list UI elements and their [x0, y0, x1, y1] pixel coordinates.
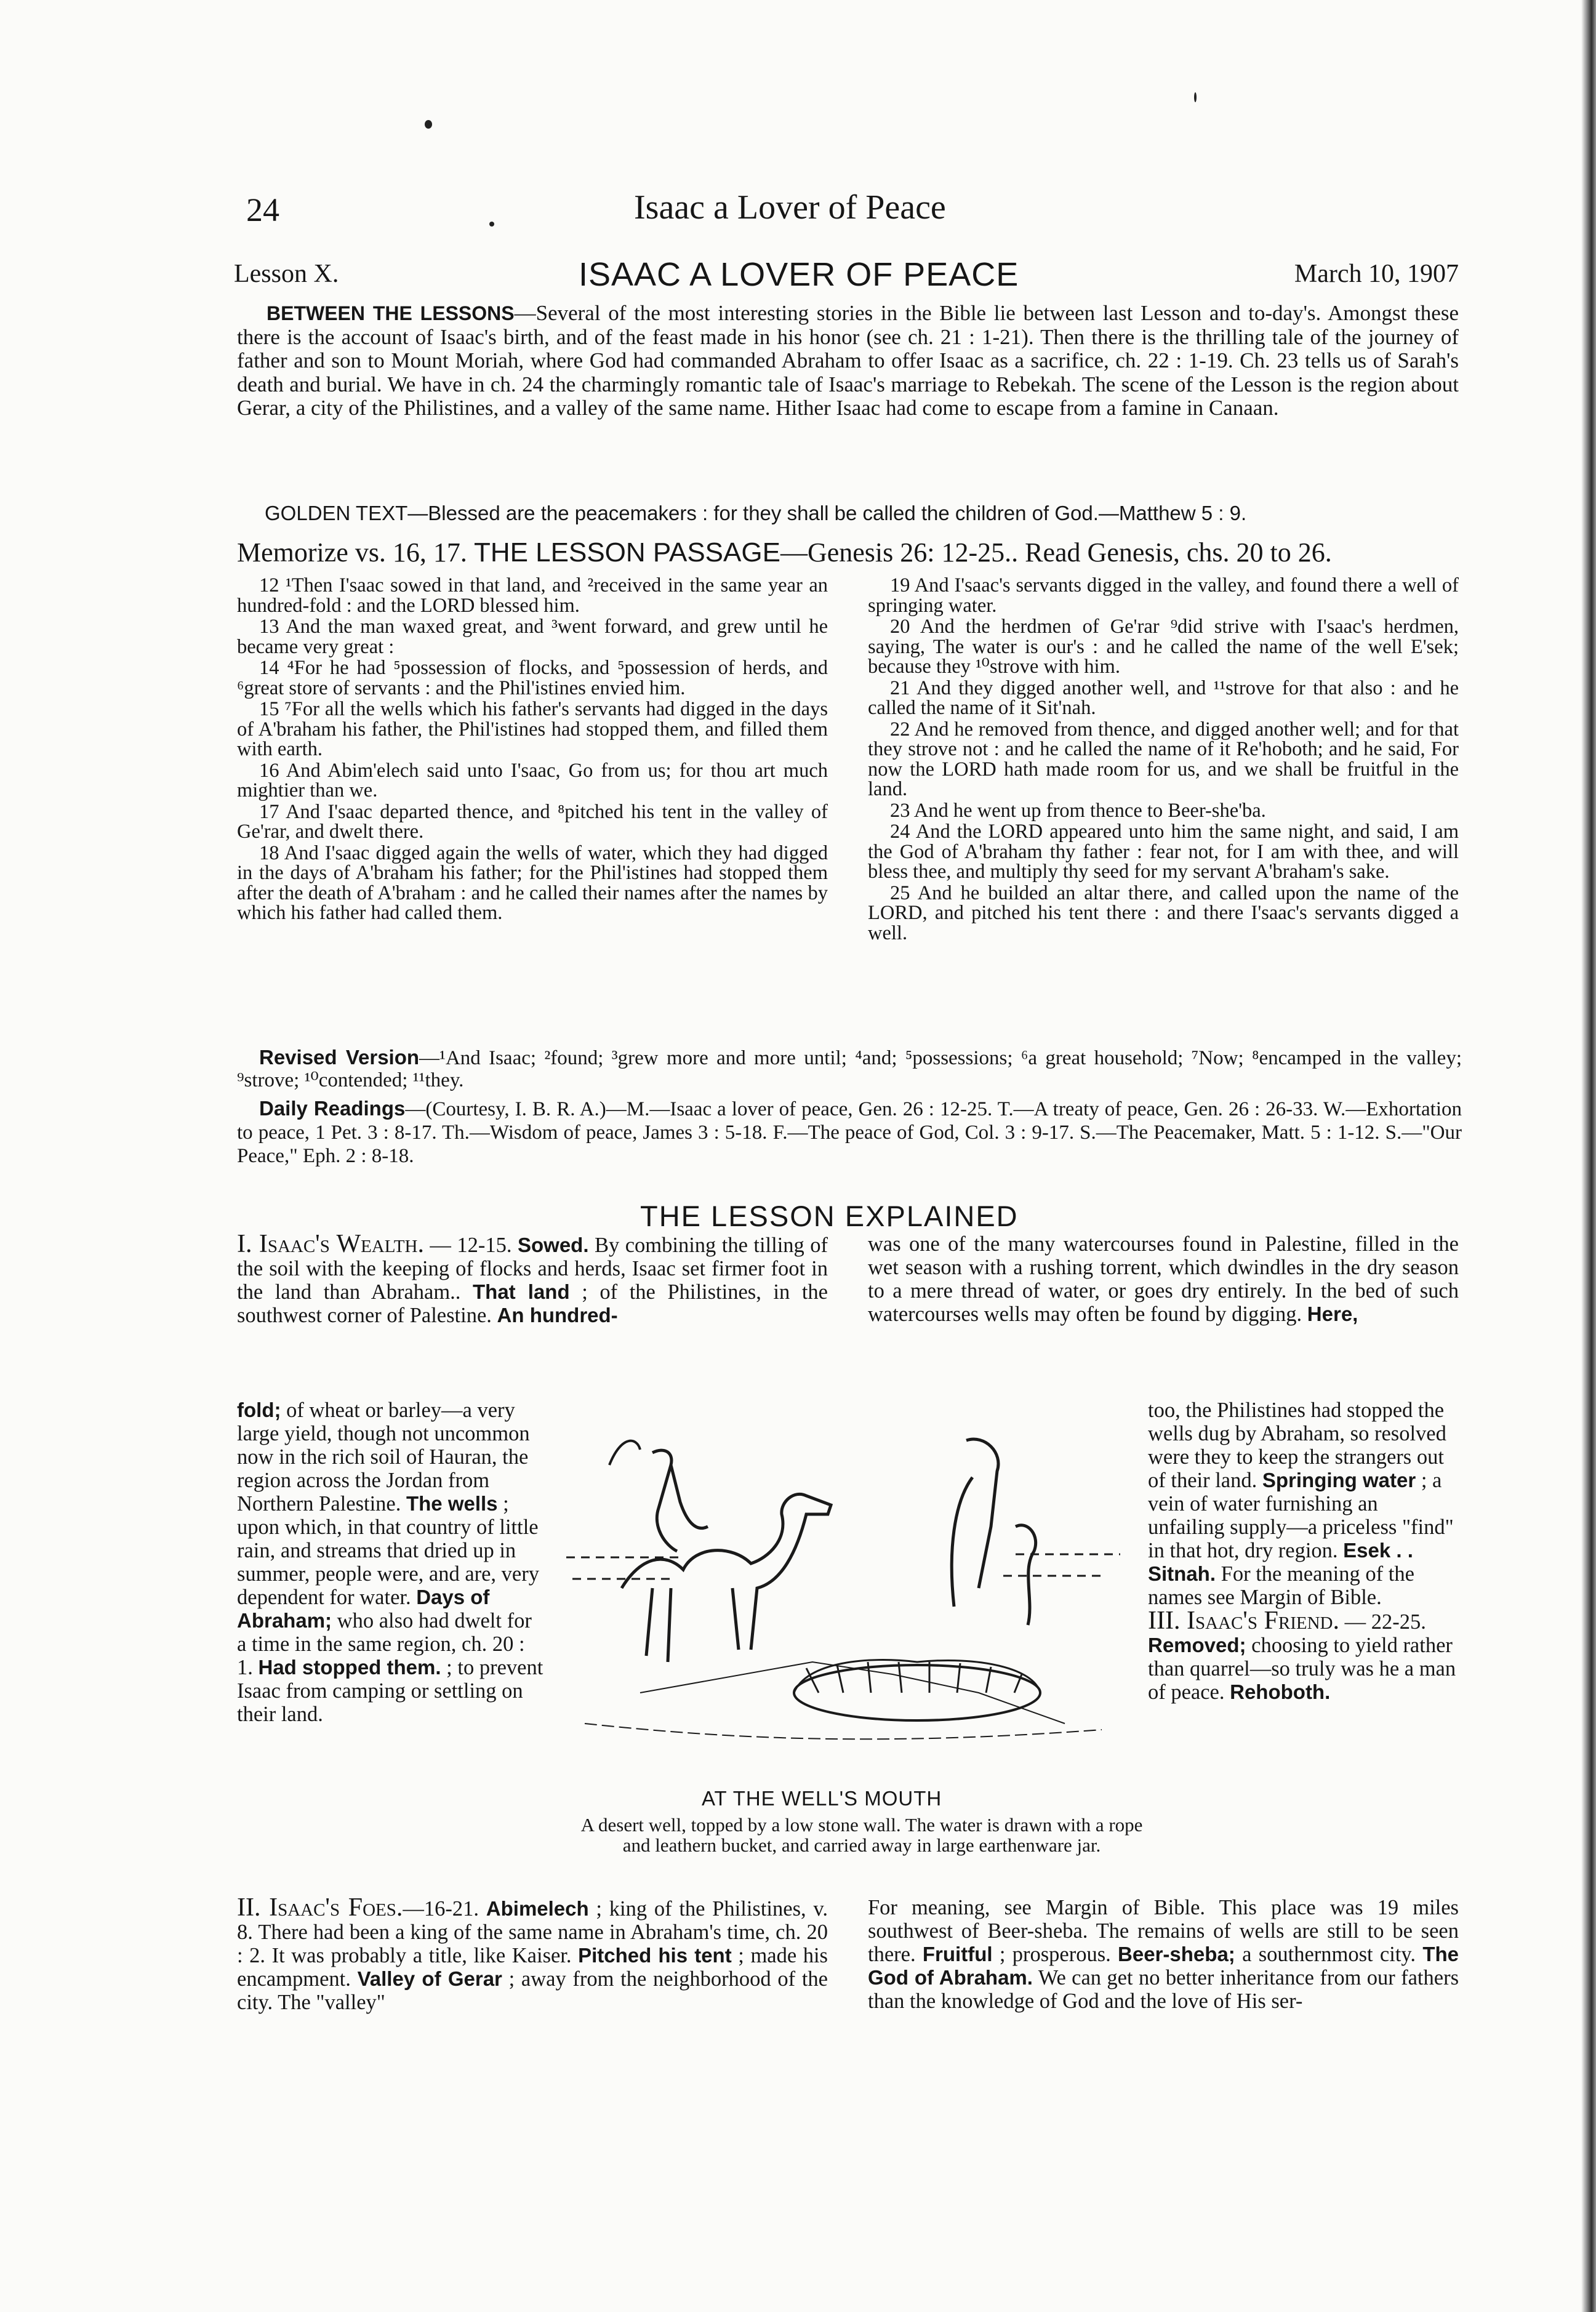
section-ref: — 22-25.	[1339, 1610, 1426, 1634]
revised-text: —¹And Isaac; ²found; ³grew more and more until; ⁴and; ⁵possessions; ⁶a great household; ⁷Now; ⁸encamped in the valley; ⁹strove; ¹⁰contended; ¹¹they.	[237, 1047, 1462, 1091]
keyword: The God of Abraham.	[868, 1943, 1459, 1989]
daily-label: Daily Readings	[259, 1097, 406, 1120]
between-label: BETWEEN THE LESSONS	[267, 302, 515, 324]
body-text: who also had dwelt for a time in the same region, ch. 20 : 1.	[237, 1609, 532, 1679]
section-title: III. Isaac's Friend.	[1148, 1607, 1339, 1635]
running-title: Isaac a Lover of Peace	[634, 188, 946, 227]
keyword: Valley of Gerar	[357, 1967, 502, 1990]
body-text: choosing to yield rather than quarrel—so truly was he a man of peace.	[1148, 1634, 1456, 1704]
section-ref: —16-21.	[403, 1897, 486, 1921]
verse: 13 And the man waxed great, and ³went forward, and grew until he became very great :	[237, 616, 828, 658]
memorize-verses: Memorize vs. 16, 17.	[237, 537, 467, 568]
keyword: Fruitful	[922, 1943, 993, 1965]
section-heading: THE LESSON EXPLAINED	[640, 1200, 1019, 1232]
keyword: Sowed.	[517, 1234, 589, 1256]
explained-section-1-top	[237, 1232, 828, 1327]
body-text: a southernmost city.	[1235, 1943, 1423, 1966]
body-text: ; a vein of water furnishing an unfailing supply—a priceless "find" in that hot, dry region.	[1148, 1469, 1454, 1562]
body-text: By combining the tilling of the soil with the keeping of flocks and herds, Isaac set firmer foot in the land than Abraham..	[237, 1234, 828, 1304]
verse: 16 And Abim'elech said unto I'saac, Go from us; for thou art much mightier than we.	[237, 759, 828, 801]
keyword: Esek . . Sitnah.	[1148, 1539, 1413, 1585]
body-text: of wheat or barley—a very large yield, though not uncommon now in the rich soil of Hauran, the region across the Jordan from Northern Palestine.	[237, 1399, 530, 1515]
explained-section-3-continued	[868, 1896, 1459, 2013]
body-text: ; made his encampment.	[237, 1944, 828, 1991]
explained-left-narrow	[237, 1399, 545, 1726]
memorize-line: Memorize vs. 16, 17. THE LESSON PASSAGE—Genesis 26: 12-25.. Read Genesis, chs. 20 to 26.	[237, 537, 1332, 568]
body-text: ; upon which, in that country of little rain, and streams that dried up in summer, people were, and are, very dependent for water.	[237, 1492, 539, 1609]
scan-speck	[489, 222, 494, 227]
lesson-passage-label: THE LESSON PASSAGE	[473, 537, 780, 568]
body-text: too, the Philistines had stopped the wells dug by Abraham, so resolved were they to keep the strangers out of their land.	[1148, 1399, 1446, 1492]
section-title: II. Isaac's Foes.	[237, 1893, 403, 1922]
verse: 12 ¹Then I'saac sowed in that land, and ²received in the same year an hundred-fold : and the LORD blessed him.	[237, 574, 828, 617]
keyword: Rehoboth.	[1230, 1680, 1331, 1703]
page-number: 24	[246, 191, 279, 228]
scripture-column-left	[237, 576, 828, 925]
scripture-column-right	[868, 576, 1459, 944]
keyword: fold;	[237, 1399, 281, 1421]
figure-caption: A desert well, topped by a low stone wall. The water is drawn with a rope and leathern bucket, and carried away in large earthenware jar.	[580, 1814, 1143, 1856]
golden-text: GOLDEN TEXT—Blessed are the peacemakers : for they shall be called the children of God.—Matthew 5 : 9.	[265, 502, 1247, 524]
verse: 22 And he removed from thence, and digged another well; and for that they strove not : and he called the name of it Re'hoboth; and he said, For now the LORD hath made room for us, and we shall be fruitful in the land.	[868, 718, 1459, 800]
body-text: ; away from the neighborhood of the city. The "valley"	[237, 1967, 828, 2014]
keyword: Pitched his tent	[578, 1944, 732, 1967]
keyword: Here,	[1307, 1303, 1358, 1325]
body-text: ; of the Philistines, in the southwest corner of Palestine.	[237, 1280, 828, 1327]
keyword: Abimelech	[486, 1897, 589, 1920]
between-text: —Several of the most interesting stories in the Bible lie between last Lesson and to-day's. Amongst these there is the account of Isaac's birth, and of the feast made in his honor (see ch. 21 : 1-21). Then there is the thrilling tale of the journey of father and son to Mount Moriah, where God had commanded Abraham to offer Isaac as a sacrifice, ch. 22 : 1-19. Ch. 23 tells us of Sarah's death and burial. We have in ch. 24 the charmingly romantic tale of Isaac's marriage to Rebekah. The scene of the Lesson is the region about Gerar, a city of the Philistines, and a valley of the same name. Hither Isaac had come to escape from a famine in Canaan.	[237, 301, 1459, 420]
verse: 18 And I'saac digged again the wells of water, which they had digged in the days of A'braham his father; for the Phil'istines had stopped them after the death of A'braham : and he called their names after the names by which his father had called them.	[237, 841, 828, 924]
section-ref: — 12-15.	[423, 1234, 518, 1257]
scan-speck	[1194, 92, 1197, 102]
verse: 24 And the LORD appeared unto him the same night, and said, I am the God of A'braham thy father : fear not, for I am with thee, and will bless thee, and multiply thy seed for my servant A'braham's sake.	[868, 821, 1459, 883]
body-text: For meaning, see Margin of Bible. This place was 19 miles southwest of Beer-sheba. The remains of wells are still to be seen there.	[868, 1896, 1459, 1966]
keyword: Beer-sheba;	[1118, 1943, 1235, 1965]
verse: 17 And I'saac departed thence, and ⁸pitched his tent in the valley of Ge'rar, and dwelt there.	[237, 800, 828, 843]
verse: 15 ⁷For all the wells which his father's servants had digged in the days of A'braham his father, the Phil'istines had stopped them, and filled them with earth.	[237, 698, 828, 760]
daily-readings	[237, 1097, 1462, 1168]
explained-right-narrow	[1148, 1399, 1459, 1704]
between-the-lessons	[237, 302, 1459, 420]
keyword: Had stopped them.	[258, 1656, 441, 1679]
figure-title: AT THE WELL'S MOUTH	[702, 1787, 942, 1810]
read-chapters: Read Genesis, chs. 20 to 26.	[1025, 537, 1332, 568]
body-text: ; to prevent Isaac from camping or settling on their land.	[237, 1656, 543, 1726]
scan-border	[1581, 0, 1596, 2312]
keyword: Removed;	[1148, 1634, 1246, 1656]
section-title: I. Isaac's Wealth.	[237, 1230, 424, 1258]
verse: 21 And they digged another well, and ¹¹strove for that also : and he called the name of it Sit'nah.	[868, 676, 1459, 719]
body-text: ; prosperous.	[992, 1943, 1118, 1966]
scan-speck	[425, 120, 432, 129]
well-illustration	[548, 1403, 1139, 1785]
revised-label: Revised Version	[259, 1046, 420, 1069]
revised-version	[237, 1046, 1462, 1091]
lesson-date: March 10, 1907	[1294, 260, 1459, 288]
lesson-number: Lesson X.	[234, 260, 339, 288]
body-text: was one of the many watercourses found in Palestine, filled in the wet season with a rushing torrent, which dwindles in the dry season to a mere thread of water, or goes dry entirely. In the bed of such watercourses wells may often be found by digging.	[868, 1232, 1459, 1326]
body-text: ; king of the Philistines, v. 8. There had been a king of the same name in Abraham's time, ch. 20 : 2. It was probably a title, like Kaiser.	[237, 1897, 828, 1967]
lesson-title: ISAAC A LOVER OF PEACE	[579, 256, 1019, 293]
lesson-passage-ref: —Genesis 26: 12-25.	[780, 537, 1012, 568]
verse: 25 And he builded an altar there, and called upon the name of the LORD, and pitched his tent there : and there I'saac's servants digged a well.	[868, 881, 1459, 944]
verse: 20 And the herdmen of Ge'rar ⁹did strive with I'saac's herdmen, saying, The water is our's : and he called the name of the well E'sek; because they ¹⁰strove with him.	[868, 616, 1459, 678]
keyword: Days of Abraham;	[237, 1586, 490, 1632]
keyword: The wells	[406, 1492, 498, 1515]
body-text: For the meaning of the names see Margin of Bible.	[1148, 1562, 1414, 1609]
daily-text: —(Courtesy, I. B. R. A.)—M.—Isaac a lover of peace, Gen. 26 : 12-25. T.—A treaty of peace, Gen. 26 : 26-33. W.—Exhortation to peace, 1 Pet. 3 : 8-17. Th.—Wisdom of peace, James 3 : 5-18. F.—The peace of God, Col. 3 : 9-17. S.—The Peacemaker, Matt. 5 : 1-12. S.—"Our Peace," Eph. 2 : 8-18.	[237, 1098, 1462, 1167]
body-text: We can get no better inheritance from our fathers than the knowledge of God and the love of His ser-	[868, 1966, 1459, 2013]
keyword: Springing water	[1262, 1469, 1416, 1491]
keyword: That land	[473, 1280, 570, 1303]
verse: 14 ⁴For he had ⁵possession of flocks, and ⁵possession of herds, and ⁶great store of servants : and the Phil'istines envied him.	[237, 657, 828, 699]
verse: 23 And he went up from thence to Beer-she'ba.	[890, 799, 1266, 822]
lesson-header	[234, 255, 1459, 292]
verse: 19 And I'saac's servants digged in the valley, and found there a well of springing water.	[868, 574, 1459, 617]
keyword: An hundred-	[497, 1304, 618, 1327]
explained-section-2	[237, 1893, 828, 2014]
explained-right-top	[868, 1232, 1459, 1326]
